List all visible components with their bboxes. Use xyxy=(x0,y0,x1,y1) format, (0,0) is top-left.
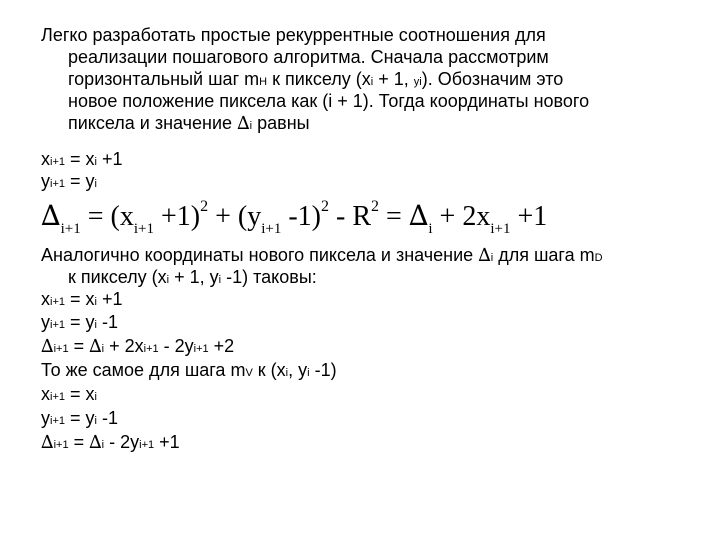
eq-text: x xyxy=(41,384,50,404)
eq-sub: i+1 xyxy=(143,343,159,355)
formula-part: + (y xyxy=(208,201,262,232)
eq-text: x xyxy=(41,289,50,309)
diag-sub: D xyxy=(594,252,603,264)
formula-part: +1) xyxy=(153,201,201,232)
eq-y-horizontal xyxy=(41,170,97,192)
eq-x-horizontal xyxy=(41,148,123,170)
eq-x-vertical xyxy=(41,383,97,405)
formula-part: = xyxy=(379,201,409,232)
formula-sub: i+1 xyxy=(60,221,81,237)
eq-sub: i+1 xyxy=(50,178,65,190)
diag-text: для шага m xyxy=(493,245,595,265)
eq-text: = y xyxy=(65,408,95,428)
vert-sub: V xyxy=(245,367,253,379)
eq-text: = x xyxy=(65,384,95,404)
diag-text: -1) таковы: xyxy=(221,267,317,287)
eq-text: - 2y xyxy=(104,432,140,452)
delta-symbol: ∆ xyxy=(478,245,491,266)
eq-text: y xyxy=(41,312,50,332)
formula-delta: ∆ xyxy=(41,199,61,232)
intro-text-2: реализации пошагового алгоритма. Сначала рассмотрим xyxy=(68,47,549,67)
intro-text-1: Легко разработать простые рекуррентные соотношения для xyxy=(41,25,546,45)
delta-symbol: ∆ xyxy=(89,432,102,453)
eq-text: +2 xyxy=(208,336,235,356)
formula-part: = (x xyxy=(80,201,134,232)
eq-text: = xyxy=(68,336,90,356)
formula-delta: ∆ xyxy=(408,199,429,232)
formula-part: -1) xyxy=(281,201,322,232)
intro-sub-yi: yi xyxy=(413,76,422,88)
formula-sub: i xyxy=(428,221,433,237)
diag-intro-line-2 xyxy=(68,266,317,288)
diag-text: к пикселу (x xyxy=(68,267,167,287)
eq-sub: i xyxy=(94,415,97,427)
formula-exp: 2 xyxy=(321,198,330,215)
eq-text: + 2x xyxy=(104,336,144,356)
eq-sub: i xyxy=(94,296,97,308)
intro-text-5a: пиксела и значение xyxy=(68,113,238,133)
eq-x-diagonal xyxy=(41,288,123,310)
eq-text: = xyxy=(68,432,90,452)
diag-sub: i xyxy=(490,252,494,264)
formula-sub: i+1 xyxy=(490,221,511,237)
intro-text-4: новое положение пиксела как (i + 1). Тогда координаты нового xyxy=(68,91,590,111)
formula-part: +1 xyxy=(510,201,548,232)
eq-text: -1 xyxy=(96,408,118,428)
diag-sub: i xyxy=(218,274,222,286)
delta-symbol: ∆ xyxy=(89,336,102,357)
formula-sub: i+1 xyxy=(261,221,282,237)
diag-sub: i xyxy=(166,274,170,286)
eq-text: = y xyxy=(65,171,95,191)
eq-sub: i+1 xyxy=(53,343,69,355)
eq-sub: i+1 xyxy=(50,319,65,331)
diag-text: Аналогично координаты нового пиксела и значение xyxy=(41,245,479,265)
eq-text: = x xyxy=(65,149,95,169)
eq-sub: i+1 xyxy=(53,439,69,451)
formula-exp: 2 xyxy=(200,198,209,215)
eq-delta-vertical xyxy=(41,431,180,454)
formula-exp: 2 xyxy=(371,198,380,215)
eq-sub: i+1 xyxy=(50,415,65,427)
diag-intro-line-1 xyxy=(41,244,603,267)
delta-symbol: ∆ xyxy=(237,113,250,134)
vert-text: к (x xyxy=(252,360,286,380)
intro-sub-delta-i: i xyxy=(249,120,253,132)
intro-text-3b: к пикселу (x xyxy=(267,69,371,89)
intro-text-3a: горизонтальный шаг m xyxy=(68,69,260,89)
formula-part: + 2x xyxy=(432,201,491,232)
eq-text: y xyxy=(41,171,50,191)
eq-sub: i xyxy=(94,391,97,403)
vert-text: , y xyxy=(288,360,308,380)
eq-y-vertical xyxy=(41,407,118,429)
eq-sub: i+1 xyxy=(50,296,65,308)
eq-sub: i+1 xyxy=(50,391,65,403)
eq-sub: i+1 xyxy=(139,439,155,451)
eq-sub: i xyxy=(94,319,97,331)
intro-text-3c: + 1, xyxy=(373,69,414,89)
eq-sub: i+1 xyxy=(193,343,209,355)
eq-text: = y xyxy=(65,312,95,332)
intro-line-1 xyxy=(41,24,546,46)
intro-sub-h: H xyxy=(259,76,268,88)
intro-line-5 xyxy=(68,112,310,135)
intro-text-3d: ). Обозначим это xyxy=(421,69,564,89)
intro-line-3 xyxy=(68,68,563,90)
eq-sub: i xyxy=(94,156,97,168)
intro-line-2 xyxy=(68,46,549,68)
delta-symbol: ∆ xyxy=(41,336,54,357)
eq-sub: i xyxy=(101,343,105,355)
eq-text: +1 xyxy=(96,149,123,169)
formula-part: - R xyxy=(329,201,372,232)
intro-sub-i: i xyxy=(370,76,374,88)
eq-y-diagonal xyxy=(41,311,118,333)
vert-sub: i xyxy=(307,367,310,379)
delta-formula xyxy=(41,196,547,236)
eq-text: = x xyxy=(65,289,95,309)
vertical-intro-line xyxy=(41,359,337,381)
eq-sub: i xyxy=(94,178,97,190)
eq-text: -1 xyxy=(96,312,118,332)
formula-sub: i+1 xyxy=(133,221,154,237)
eq-text: +1 xyxy=(96,289,123,309)
eq-delta-diagonal xyxy=(41,335,234,358)
eq-text: - 2y xyxy=(158,336,194,356)
vert-text: То же самое для шага m xyxy=(41,360,246,380)
eq-sub: i+1 xyxy=(50,156,65,168)
eq-sub: i xyxy=(101,439,105,451)
intro-line-4 xyxy=(68,90,589,112)
vert-text: -1) xyxy=(309,360,337,380)
intro-text-5b: равны xyxy=(252,113,310,133)
eq-text: +1 xyxy=(154,432,180,452)
delta-symbol: ∆ xyxy=(41,432,54,453)
eq-text: x xyxy=(41,149,50,169)
vert-sub: i xyxy=(285,367,289,379)
diag-text: + 1, y xyxy=(169,267,219,287)
eq-text: y xyxy=(41,408,50,428)
